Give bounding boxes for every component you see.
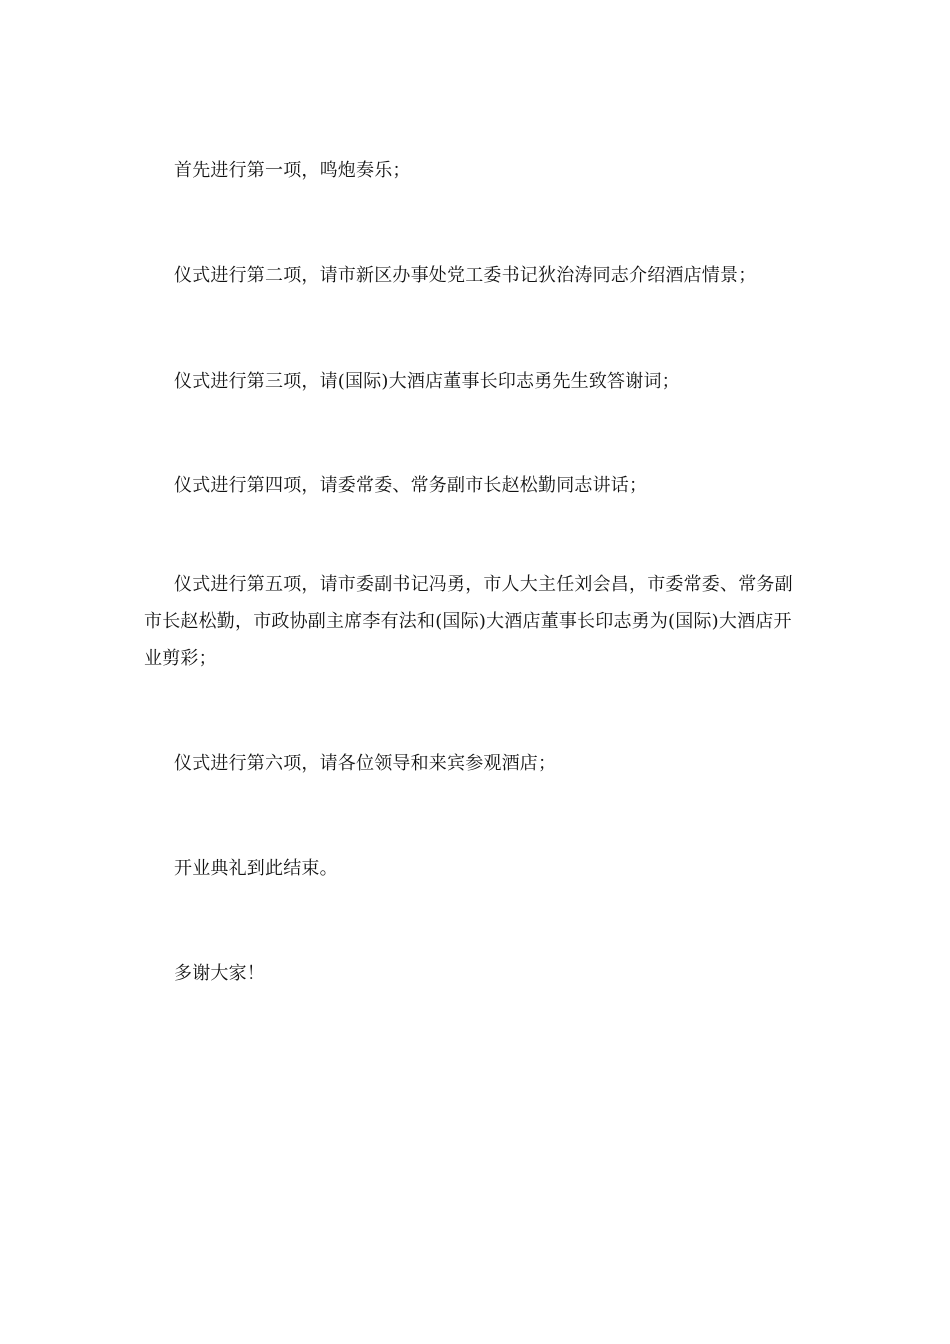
thanks-line: 多谢大家！ [174, 963, 265, 984]
paragraph-item-2: 仪式进行第二项，请市新区办事处党工委书记狄治涛同志介绍酒店情景； [174, 265, 757, 286]
paragraph-item-5: 仪式进行第五项，请市委副书记冯勇，市人大主任刘会昌，市委常委、常务副市长赵松勤，市政协副主席李有法和(国际)大酒店董事长印志勇为(国际)大酒店开业剪彩； [144, 574, 793, 669]
paragraph-item-1: 首先进行第一项，鸣炮奏乐； [174, 160, 411, 181]
paragraph-item-4: 仪式进行第四项，请委常委、常务副市长赵松勤同志讲话； [174, 475, 648, 496]
paragraph-item-6: 仪式进行第六项，请各位领导和来宾参观酒店； [174, 753, 557, 774]
closing-statement: 开业典礼到此结束。 [174, 858, 338, 879]
paragraph-item-3: 仪式进行第三项，请(国际)大酒店董事长印志勇先生致答谢词； [174, 371, 680, 392]
